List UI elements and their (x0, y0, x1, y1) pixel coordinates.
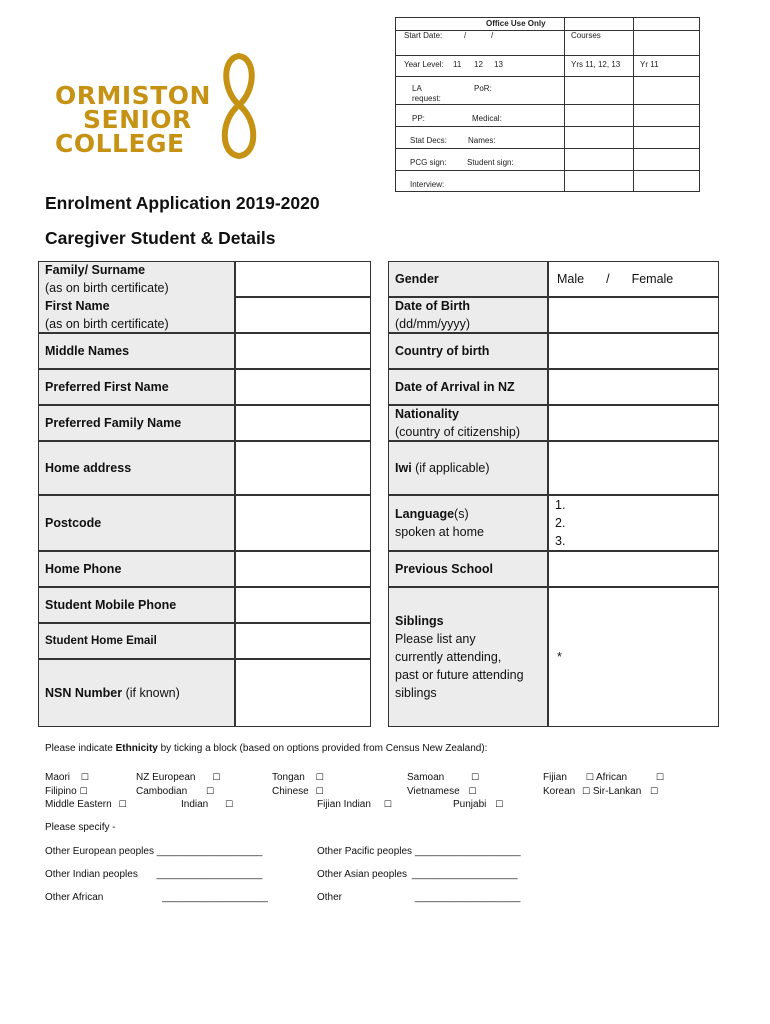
dob-input[interactable] (548, 297, 719, 333)
checkbox-icon[interactable]: ☐ (495, 800, 504, 810)
other-indian-row[interactable] (45, 869, 262, 880)
language-s: (s) (454, 507, 469, 521)
home-phone: Home Phone (45, 562, 122, 576)
checkbox-icon[interactable]: ☐ (650, 787, 659, 797)
y12: 12 (474, 60, 483, 69)
gender: Gender (395, 272, 439, 286)
checkbox-icon[interactable]: ☐ (468, 787, 477, 797)
gender-options[interactable] (548, 261, 719, 297)
checkbox-icon[interactable]: ☐ (471, 773, 480, 783)
indian: Indian (181, 799, 209, 810)
slash: / (606, 272, 610, 286)
please-specify-label: Please specify - (45, 822, 116, 833)
preferred-first-label (38, 369, 235, 405)
first-name-input[interactable] (235, 297, 371, 333)
country-birth-input[interactable] (548, 333, 719, 369)
punjabi: Punjabi (453, 799, 487, 810)
gender-male[interactable]: Male (557, 272, 585, 286)
previous-school: Previous School (395, 562, 493, 576)
y13: 13 (494, 60, 503, 69)
siblings-label (388, 587, 548, 727)
language: Language (395, 507, 455, 521)
nsn-input[interactable] (235, 659, 371, 727)
korean: Korean (543, 786, 576, 797)
arrival-input[interactable] (548, 369, 719, 405)
home-address: Home address (45, 461, 132, 475)
ethnicity-vietnamese[interactable] (407, 786, 477, 797)
checkbox-icon[interactable]: ☐ (118, 800, 127, 810)
preferred-first: Preferred First Name (45, 380, 169, 394)
office-title: Office Use Only (486, 19, 546, 28)
sib3: past or future attending (395, 668, 524, 682)
iwi: Iwi (395, 461, 412, 475)
ethnicity-middle-eastern[interactable] (45, 799, 127, 810)
checkbox-icon[interactable]: ☐ (79, 787, 88, 797)
blank-line[interactable]: ___________________ (156, 846, 263, 857)
pcg: PCG sign: (410, 158, 447, 167)
nationality-note: (country of citizenship) (395, 425, 521, 439)
family-surname-input[interactable] (235, 261, 371, 297)
other-asian-row[interactable] (317, 869, 518, 880)
arrival: Date of Arrival in NZ (395, 380, 515, 394)
middle-eastern: Middle Eastern (45, 799, 112, 810)
home-address-input[interactable] (235, 441, 371, 495)
iwi-note: (if applicable) (411, 461, 490, 475)
birth-cert-note: (as on birth certificate) (45, 317, 169, 331)
slash: / (491, 31, 494, 40)
nz-european: NZ European (136, 772, 196, 783)
yrs: Yrs 11, 12, 13 (571, 60, 621, 69)
student-mobile-label (38, 587, 235, 623)
blank-line[interactable]: ___________________ (162, 892, 268, 903)
checkbox-icon[interactable]: ☐ (80, 773, 89, 783)
asterisk: * (557, 650, 562, 664)
lang1: 1. (555, 498, 566, 512)
ethnicity-fijian[interactable] (543, 772, 664, 783)
sir-lankan: Sir-Lankan (592, 786, 642, 797)
student-sign: Student sign: (467, 158, 514, 167)
dob-fmt: (dd/mm/yyyy) (395, 317, 470, 331)
checkbox-icon[interactable]: ☐ (212, 773, 221, 783)
maori: Maori (45, 772, 71, 783)
birth-cert-note: (as on birth certificate) (45, 281, 169, 295)
nsn: NSN Number (45, 686, 123, 700)
student-email: Student Home Email (45, 635, 157, 647)
office-courses: Courses (571, 31, 601, 40)
language-input[interactable] (548, 495, 719, 551)
ethnicity-samoan[interactable] (407, 772, 479, 783)
lang2: 2. (555, 516, 566, 530)
sib2: currently attending, (395, 650, 502, 664)
vietnamese: Vietnamese (407, 786, 460, 797)
pp: PP: (412, 114, 425, 123)
home-phone-label (38, 551, 235, 587)
checkbox-icon[interactable]: ☐ (582, 787, 591, 797)
blank-line[interactable]: ___________________ (156, 869, 263, 880)
country-birth: Country of birth (395, 344, 490, 358)
y11: 11 (453, 60, 462, 69)
preferred-first-input[interactable] (235, 369, 371, 405)
logo-infinity-icon (218, 50, 260, 162)
ethnicity-indian[interactable] (181, 799, 233, 810)
other-african-row[interactable] (45, 892, 268, 903)
other: Other (317, 892, 343, 903)
interview: Interview: (410, 180, 445, 189)
student-email-input[interactable] (235, 623, 371, 659)
logo-line1: ORMISTON (55, 81, 211, 110)
office-use-table (395, 17, 700, 192)
preferred-family-label (38, 405, 235, 441)
first-name-text: First Name (45, 299, 110, 313)
middle-names-input[interactable] (235, 333, 371, 369)
dob: Date of Birth (395, 299, 470, 313)
intro-c: by ticking a block (based on options provided from Census New Zealand): (157, 743, 488, 754)
iwi-input[interactable] (548, 441, 719, 495)
middle-names-label (38, 333, 235, 369)
nsn-label (38, 659, 235, 727)
ethnicity-nz-european[interactable] (136, 772, 220, 783)
checkbox-icon[interactable]: ☐ (225, 800, 234, 810)
filipino: Filipino (45, 786, 77, 797)
medical: Medical: (472, 114, 502, 123)
family-surname-label (38, 261, 235, 333)
chinese: Chinese (272, 786, 309, 797)
postcode: Postcode (45, 516, 102, 530)
stat-decs: Stat Decs: (410, 136, 447, 145)
postcode-label (38, 495, 235, 551)
african: African (596, 772, 628, 783)
checkbox-icon[interactable]: ☐ (205, 787, 215, 797)
ethnicity-korean[interactable] (543, 786, 658, 797)
checkbox-icon[interactable]: ☐ (655, 773, 664, 783)
fijian: Fijian (543, 772, 567, 783)
names: Names: (468, 136, 496, 145)
preferred-family-input[interactable] (235, 405, 371, 441)
section-title: Caregiver Student & Details (45, 228, 276, 248)
blank-line[interactable]: ___________________ (414, 892, 521, 903)
other-european-row[interactable] (45, 846, 262, 857)
language-label (388, 495, 548, 551)
other-african: Other African (45, 892, 104, 903)
ethnicity-chinese[interactable] (272, 786, 324, 797)
ethnicity-filipino[interactable] (45, 786, 88, 797)
nationality: Nationality (395, 407, 459, 421)
other-row[interactable] (317, 892, 520, 903)
previous-school-label (388, 551, 548, 587)
nationality-input[interactable] (548, 405, 719, 441)
ethnicity-cambodian[interactable] (136, 786, 214, 797)
logo-line3: COLLEGE (55, 129, 185, 158)
gender-label (388, 261, 548, 297)
home-phone-input[interactable] (235, 551, 371, 587)
nsn-note: (if known) (122, 686, 180, 700)
page-title: Enrolment Application 2019-2020 (45, 193, 320, 213)
slash: / (464, 31, 467, 40)
ethnicity-intro (45, 743, 487, 754)
office-start-date: Start Date: (404, 31, 443, 40)
other-asian: Other Asian peoples (317, 869, 408, 880)
student-details-form (38, 261, 719, 727)
spoken: spoken at home (395, 525, 484, 539)
family-surname-text: Family/ Surname (45, 263, 146, 277)
home-address-label (38, 441, 235, 495)
checkbox-icon[interactable]: ☐ (315, 773, 324, 783)
sib4: siblings (395, 686, 437, 700)
dob-label (388, 297, 548, 333)
ethnicity-tongan[interactable] (272, 772, 324, 783)
postcode-input[interactable] (235, 495, 371, 551)
country-birth-label (388, 333, 548, 369)
middle-names: Middle Names (45, 344, 130, 358)
intro-b: Ethnicity (115, 743, 158, 754)
student-email-label (38, 623, 235, 659)
nationality-label (388, 405, 548, 441)
iwi-text (395, 459, 541, 477)
checkbox-icon[interactable]: ☐ (315, 787, 324, 797)
language-text (395, 505, 541, 523)
preferred-family: Preferred Family Name (45, 416, 182, 430)
blank-line[interactable]: ___________________ (414, 846, 521, 857)
student-mobile-input[interactable] (235, 587, 371, 623)
la: LA (412, 84, 422, 93)
other-pacific-row[interactable] (317, 846, 521, 857)
cambodian: Cambodian (136, 786, 188, 797)
fijian-indian: Fijian Indian (317, 799, 371, 810)
siblings: Siblings (395, 614, 444, 628)
ethnicity-fijian-indian[interactable] (317, 799, 392, 810)
request: request: (412, 94, 441, 103)
siblings-input[interactable] (548, 587, 719, 727)
student-mobile: Student Mobile Phone (45, 598, 177, 612)
other-indian: Other Indian peoples (45, 869, 138, 880)
blank-line[interactable]: ___________________ (411, 869, 518, 880)
ethnicity-punjabi[interactable] (453, 799, 503, 810)
lang3: 3. (555, 534, 566, 548)
nsn-text (45, 684, 228, 702)
other-pacific: Other Pacific peoples (317, 846, 413, 857)
checkbox-icon[interactable]: ☐ (383, 800, 392, 810)
iwi-label (388, 441, 548, 495)
arrival-label (388, 369, 548, 405)
previous-school-input[interactable] (548, 551, 719, 587)
samoan: Samoan (407, 772, 445, 783)
gender-female[interactable]: Female (631, 272, 674, 286)
intro-a: Please indicate (45, 743, 116, 754)
por: PoR: (474, 84, 492, 93)
ethnicity-maori[interactable] (45, 772, 89, 783)
checkbox-icon[interactable]: ☐ (585, 773, 594, 783)
office-year-level: Year Level: (404, 60, 444, 69)
tongan: Tongan (272, 772, 305, 783)
yr11: Yr 11 (640, 60, 659, 69)
logo-line2: SENIOR (83, 105, 192, 134)
other-european: Other European peoples (45, 846, 154, 857)
sib1: Please list any (395, 632, 476, 646)
